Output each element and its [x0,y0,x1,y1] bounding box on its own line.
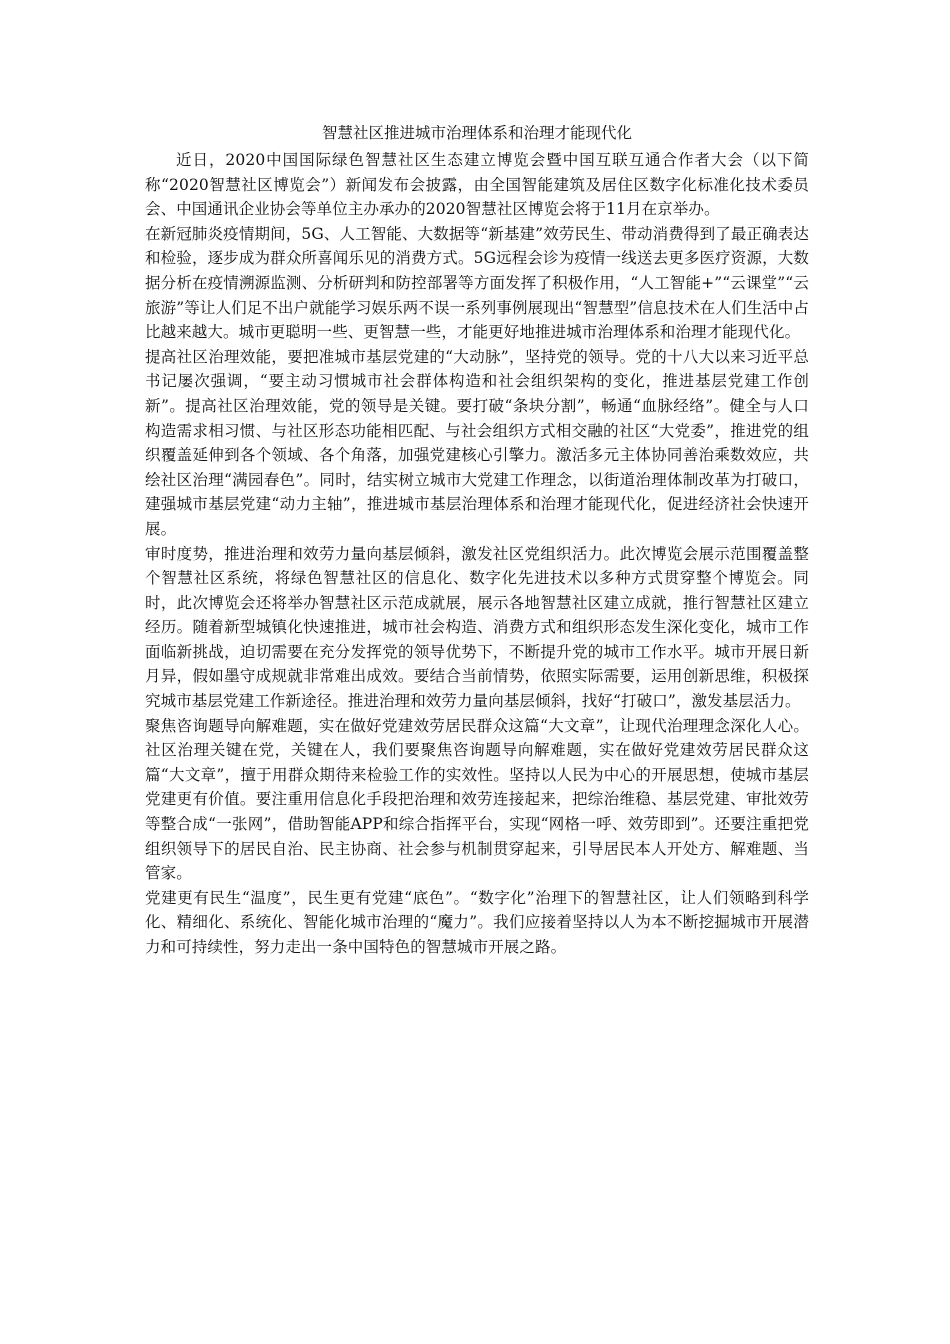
paragraph-problem-solving: 聚焦咨询题导向解难题，实在做好党建效劳居民群众这篇“大文章”，让现代治理理念深化人心。社区治理关键在党，关键在人，我们要聚焦咨询题导向解难题，实在做好党建效劳居民群众这篇“大文章”，擅于用群众期待来检验工作的实效性。坚持以人民为中心的开展思想，使城市基层党建更有价值。要注重用信息化手段把治理和效劳连接起来，把综治维稳、基层党建、审批效劳等整合成“一张网”，借助智能APP和综合指挥平台，实现“网格一呼、效劳即到”。还要注重把党组织领导下的居民自治、民主协商、社会参与机制贯穿起来，引导居民本人开处方、解难题、当管家。 [145,716,809,883]
paragraph-pandemic: 在新冠肺炎疫情期间，5G、人工智能、大数据等“新基建”效劳民生、带动消费得到了最正确表达和检验，逐步成为群众所喜闻乐见的消费方式。5G远程会诊为疫情一线送去更多医疗资源，大数据分析在疫情溯源监测、分析研判和防控部署等方面发挥了积极作用，“人工智能+”“云课堂”“云旅游”等让人们足不出户就能学习娱乐两不误一系列事例展现出“智慧型”信息技术在人们生活中占比越来越大。城市更聪明一些、更智慧一些，才能更好地推进城市治理体系和治理才能现代化。 [145,224,809,342]
paragraph-conclusion: 党建更有民生“温度”，民生更有党建“底色”。“数字化”治理下的智慧社区，让人们领略到科学化、精细化、系统化、智能化城市治理的“魔力”。我们应接着坚持以人为本不断挖掘城市开展潜力和可持续性，努力走出一条中国特色的智慧城市开展之路。 [145,888,809,956]
document-title: 智慧社区推进城市治理体系和治理才能现代化 [321,124,632,142]
document-page [145,120,809,960]
paragraph-grassroots: 审时度势，推进治理和效劳力量向基层倾斜，激发社区党组织活力。此次博览会展示范围覆盖整个智慧社区系统，将绿色智慧社区的信息化、数字化先进技术以多种方式贯穿整个博览会。同时，此次博览会还将举办智慧社区示范成就展，展示各地智慧社区建立成就，推行智慧社区建立经历。随着新型城镇化快速推进，城市社会构造、消费方式和组织形态发生深化变化，城市工作面临新挑战，迫切需要在充分发挥党的领导优势下，不断提升党的城市工作水平。城市开展日新月异，假如墨守成规就非常难出成效。要结合当前情势，依照实际需要，运用创新思维，积极探究城市基层党建工作新途径。推进治理和效劳力量向基层倾斜，找好“打破口”，激发基层活力。 [145,544,809,711]
paragraph-intro: 近日，2020中国国际绿色智慧社区生态建立博览会暨中国互联互通合作者大会（以下简称“2020智慧社区博览会”）新闻发布会披露，由全国智能建筑及居住区数字化标准化技术委员会、中国通讯企业协会等单位主办承办的2020智慧社区博览会将于11月在京举办。 [145,151,809,219]
paragraph-party-leadership: 提高社区治理效能，要把准城市基层党建的“大动脉”，坚持党的领导。党的十八大以来习近平总书记屡次强调，“要主动习惯城市社会群体构造和社会组织架构的变化，推进基层党建工作创新”。提高社区治理效能，党的领导是关键。要打破“条块分割”，畅通“血脉经络”。健全与人口构造需求相习惯、与社区形态功能相匹配、与社会组织方式相交融的社区“大党委”，推进党的组织覆盖延伸到各个领域、各个角落，加强党建核心引擎力。激活多元主体协同善治乘数效应，共绘社区治理“满园春色”。同时，结实树立城市大党建工作理念，以街道治理体制改革为打破口，建强城市基层党建“动力主轴”，推进城市基层治理体系和治理才能现代化，促进经济社会快速开展。 [145,347,809,538]
